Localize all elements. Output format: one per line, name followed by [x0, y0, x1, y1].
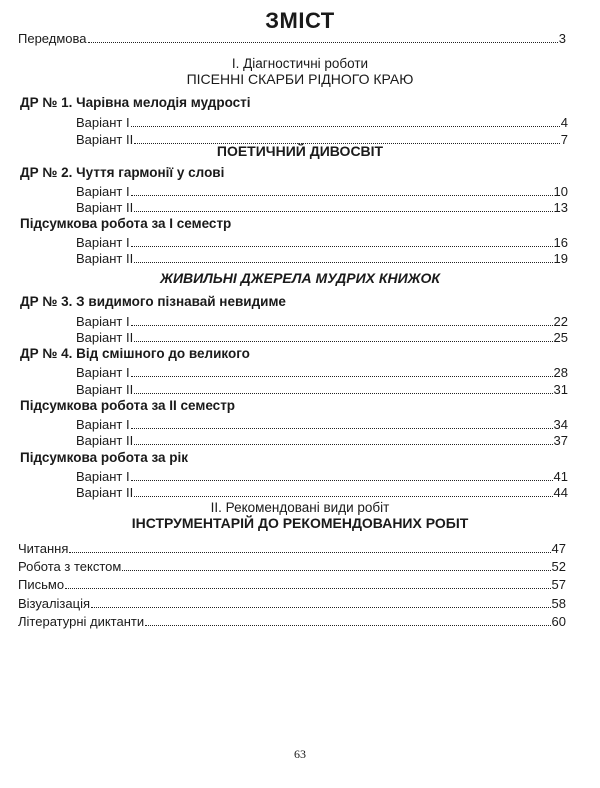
dot-leader: [134, 443, 552, 445]
toc-entry-label: Варіант ІІ: [76, 330, 134, 345]
part2-subheading: ІНСТРУМЕНТАРІЙ ДО РЕКОМЕНДОВАНИХ РОБІТ: [131, 515, 469, 531]
toc-entry-page: 37: [553, 433, 568, 448]
toc-entry: [76, 234, 568, 250]
toc-entry-page: 22: [553, 314, 568, 329]
page-title: ЗМІСТ: [265, 8, 335, 33]
toc-entry-page: 52: [551, 559, 566, 574]
group-title: ДР № 2. Чуття гармонії у слові: [20, 165, 225, 180]
toc-entry-page: 28: [553, 365, 568, 380]
dot-leader: [131, 194, 553, 196]
part1-heading: І. Діагностичні роботи: [231, 56, 369, 71]
toc-entry-label: Письмо: [18, 577, 65, 592]
toc-entry-page: 47: [551, 541, 566, 556]
toc-entry-label: Візуалізація: [18, 596, 90, 611]
toc-entry-page: 34: [553, 417, 568, 432]
dot-leader: [65, 587, 550, 589]
toc-entry: [76, 468, 568, 484]
toc-entry: [18, 595, 566, 611]
toc-entry-label: Варіант ІІ: [76, 251, 134, 266]
dot-leader: [134, 392, 552, 394]
toc-entry-label: Варіант І: [76, 417, 130, 432]
section-title: ПОЕТИЧНИЙ ДИВОСВІТ: [216, 143, 384, 159]
toc-entry: [76, 114, 568, 130]
dot-leader: [145, 624, 550, 626]
toc-entry-page: 60: [551, 614, 566, 629]
toc-entry: [76, 432, 568, 448]
toc-entry: [76, 183, 568, 199]
toc-entry: [18, 558, 566, 574]
dot-leader: [131, 125, 560, 127]
toc-entry-label: Варіант І: [76, 469, 130, 484]
page-number: 63: [294, 747, 306, 761]
dot-leader: [131, 375, 553, 377]
toc-entry-label: Варіант ІІ: [76, 382, 134, 397]
toc-entry-page: 41: [553, 469, 568, 484]
toc-entry-label: Варіант І: [76, 314, 130, 329]
group-title: ДР № 4. Від смішного до великого: [20, 346, 250, 361]
part2-heading: ІІ. Рекомендовані види робіт: [210, 500, 390, 515]
section-title: ЖИВИЛЬНІ ДЖЕРЕЛА МУДРИХ КНИЖОК: [160, 270, 440, 286]
dot-leader: [69, 551, 550, 553]
dot-leader: [91, 606, 551, 608]
dot-leader: [134, 340, 552, 342]
toc-entry-label: Літературні диктанти: [18, 614, 145, 629]
toc-entry-page: 16: [553, 235, 568, 250]
group-title: Підсумкова робота за І семестр: [20, 216, 232, 231]
toc-entry-page: 58: [551, 596, 566, 611]
toc-entry: [76, 250, 568, 266]
toc-entry-label: Варіант ІІ: [76, 200, 134, 215]
group-title: Підсумкова робота за рік: [20, 450, 189, 465]
toc-entry-page: 3: [558, 31, 566, 46]
toc-entry-label: Варіант І: [76, 184, 130, 199]
dot-leader: [131, 324, 553, 326]
toc-entry-page: 57: [551, 577, 566, 592]
toc-entry: [18, 613, 566, 629]
toc-entry-page: 44: [553, 485, 568, 500]
toc-entry-page: 31: [553, 382, 568, 397]
toc-entry-label: Передмова: [18, 31, 87, 46]
dot-leader: [131, 427, 553, 429]
dot-leader: [134, 261, 552, 263]
dot-leader: [134, 210, 552, 212]
group-title: Підсумкова робота за ІІ семестр: [20, 398, 236, 413]
toc-entry-label: Варіант І: [76, 365, 130, 380]
toc-entry-page: 10: [553, 184, 568, 199]
toc-entry: [18, 576, 566, 592]
toc-entry-label: Читання: [18, 541, 69, 556]
toc-entry-preface: [18, 30, 566, 46]
toc-entry: [18, 540, 566, 556]
toc-entry-page: 19: [553, 251, 568, 266]
group-title: ДР № 3. З видимого пізнавай невидиме: [20, 294, 286, 309]
toc-entry: [76, 199, 568, 215]
toc-entry: [76, 364, 568, 380]
toc-entry: [76, 329, 568, 345]
dot-leader: [131, 479, 553, 481]
toc-entry: [76, 484, 568, 500]
toc-entry-label: Варіант ІІ: [76, 433, 134, 448]
toc-entry-page: 25: [553, 330, 568, 345]
dot-leader: [88, 41, 558, 43]
toc-entry-label: Робота з текстом: [18, 559, 122, 574]
dot-leader: [134, 495, 552, 497]
dot-leader: [131, 245, 553, 247]
toc-entry-label: Варіант ІІ: [76, 485, 134, 500]
dot-leader: [122, 569, 550, 571]
toc-entry-label: Варіант І: [76, 115, 130, 130]
section-title: ПІСЕННІ СКАРБИ РІДНОГО КРАЮ: [186, 71, 414, 87]
toc-entry-label: Варіант ІІ: [76, 132, 134, 147]
toc-entry-page: 4: [560, 115, 568, 130]
toc-entry-label: Варіант І: [76, 235, 130, 250]
toc-entry: [76, 416, 568, 432]
toc-entry-page: 13: [553, 200, 568, 215]
toc-entry: [76, 381, 568, 397]
toc-entry-page: 7: [560, 132, 568, 147]
toc-entry: [76, 313, 568, 329]
group-title: ДР № 1. Чарівна мелодія мудрості: [20, 95, 251, 110]
